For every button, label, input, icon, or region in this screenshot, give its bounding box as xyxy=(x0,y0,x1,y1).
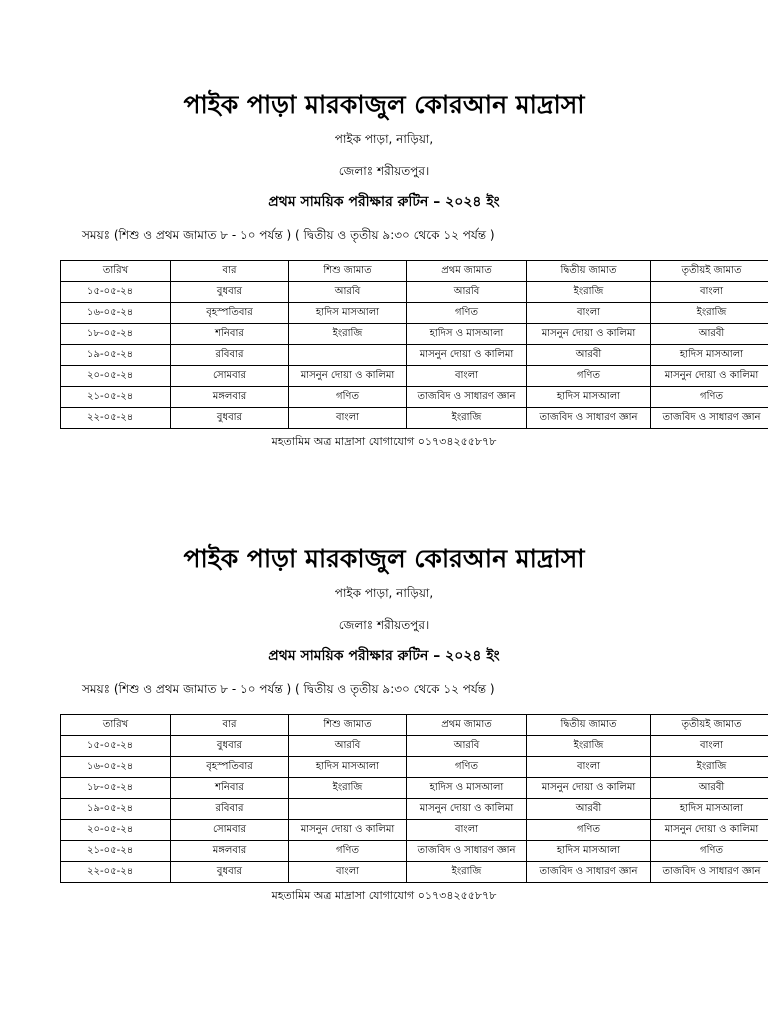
cell-subject: তাজবিদ ও সাধারণ জ্ঞান xyxy=(407,841,527,862)
cell-subject: হাদিস মাসআলা xyxy=(527,841,651,862)
cell-subject: গণিত xyxy=(289,841,407,862)
cell-subject: তাজবিদ ও সাধারণ জ্ঞান xyxy=(527,862,651,883)
cell-subject: ইংরাজি xyxy=(407,862,527,883)
table-row xyxy=(61,757,768,778)
cell-subject: মাসনুন দোয়া ও কালিমা xyxy=(289,820,407,841)
cell-day: বুধবার xyxy=(171,408,289,429)
cell-subject: তাজবিদ ও সাধারণ জ্ঞান xyxy=(527,408,651,429)
header-third: তৃতীয়ই জামাত xyxy=(651,261,768,282)
table-row xyxy=(61,345,768,366)
cell-date: ২২-০৫-২৪ xyxy=(61,408,171,429)
cell-subject: মাসনুন দোয়া ও কালিমা xyxy=(407,345,527,366)
cell-subject: বাংলা xyxy=(407,820,527,841)
table-row xyxy=(61,862,768,883)
cell-subject: তাজবিদ ও সাধারণ জ্ঞান xyxy=(651,862,768,883)
cell-day: বুধবার xyxy=(171,862,289,883)
table-row xyxy=(61,282,768,303)
routine-table xyxy=(60,714,768,883)
cell-subject: মাসনুন দোয়া ও কালিমা xyxy=(651,366,768,387)
cell-subject: হাদিস ও মাসআলা xyxy=(407,324,527,345)
table-header-row xyxy=(61,261,768,282)
cell-subject: আরবী xyxy=(527,799,651,820)
madrasa-title: পাইক পাড়া মারকাজুল কোরআন মাদ্রাসা xyxy=(183,90,585,119)
contact-footer: মহতামিম অত্র মাদ্রাসা যোগাযোগ ০১৭৩৪২৫৫৮৭৮ xyxy=(271,889,497,902)
exam-timing: সময়ঃ (শিশু ও প্রথম জামাত ৮ - ১০ পর্যন্ত ) ( দ্বিতীয় ও তৃতীয় ৯:৩০ থেকে ১২ পর্যন্ত ) xyxy=(82,682,495,696)
header-day: বার xyxy=(171,261,289,282)
cell-subject: গণিত xyxy=(407,757,527,778)
cell-date: ২০-০৫-২৪ xyxy=(61,820,171,841)
cell-subject: গণিত xyxy=(407,303,527,324)
cell-date: ২০-০৫-২৪ xyxy=(61,366,171,387)
cell-subject: বাংলা xyxy=(289,408,407,429)
cell-date: ১৫-০৫-২৪ xyxy=(61,736,171,757)
cell-day: শনিবার xyxy=(171,324,289,345)
table-row xyxy=(61,820,768,841)
table-row xyxy=(61,324,768,345)
table-row xyxy=(61,408,768,429)
cell-subject xyxy=(289,345,407,366)
cell-subject: মাসনুন দোয়া ও কালিমা xyxy=(407,799,527,820)
table-row xyxy=(61,799,768,820)
routine-table xyxy=(60,260,768,429)
cell-subject xyxy=(289,799,407,820)
cell-subject: হাদিস মাসআলা xyxy=(527,387,651,408)
cell-day: রবিবার xyxy=(171,345,289,366)
table-row xyxy=(61,778,768,799)
table-row xyxy=(61,366,768,387)
cell-subject: ইংরাজি xyxy=(407,408,527,429)
header-first: প্রথম জামাত xyxy=(407,261,527,282)
exam-timing: সময়ঃ (শিশু ও প্রথম জামাত ৮ - ১০ পর্যন্ত ) ( দ্বিতীয় ও তৃতীয় ৯:৩০ থেকে ১২ পর্যন্ত ) xyxy=(82,228,495,242)
exam-title: প্রথম সাময়িক পরীক্ষার রুটিন – ২০২৪ ইং xyxy=(268,194,500,210)
cell-date: ১৯-০৫-২৪ xyxy=(61,799,171,820)
cell-date: ১৫-০৫-২৪ xyxy=(61,282,171,303)
contact-footer: মহতামিম অত্র মাদ্রাসা যোগাযোগ ০১৭৩৪২৫৫৮৭৮ xyxy=(271,435,497,448)
address-line-1: পাইক পাড়া, নাড়িয়া, xyxy=(334,586,434,600)
header-date: তারিখ xyxy=(61,715,171,736)
header-shishu: শিশু জামাত xyxy=(289,715,407,736)
cell-subject: বাংলা xyxy=(527,757,651,778)
cell-subject: গণিত xyxy=(651,841,768,862)
cell-date: ২১-০৫-২৪ xyxy=(61,841,171,862)
cell-subject: ইংরাজি xyxy=(527,736,651,757)
cell-subject: তাজবিদ ও সাধারণ জ্ঞান xyxy=(651,408,768,429)
table-row xyxy=(61,387,768,408)
cell-subject: গণিত xyxy=(527,366,651,387)
cell-day: সোমবার xyxy=(171,366,289,387)
cell-subject: বাংলা xyxy=(651,282,768,303)
cell-day: মঙ্গলবার xyxy=(171,387,289,408)
cell-day: শনিবার xyxy=(171,778,289,799)
header-second: দ্বিতীয় জামাত xyxy=(527,261,651,282)
header-date: তারিখ xyxy=(61,261,171,282)
cell-date: ২১-০৫-২৪ xyxy=(61,387,171,408)
cell-date: ১৯-০৫-২৪ xyxy=(61,345,171,366)
exam-title: প্রথম সাময়িক পরীক্ষার রুটিন – ২০২৪ ইং xyxy=(268,648,500,664)
cell-date: ১৬-০৫-২৪ xyxy=(61,757,171,778)
cell-subject: হাদিস ও মাসআলা xyxy=(407,778,527,799)
cell-day: মঙ্গলবার xyxy=(171,841,289,862)
header-third: তৃতীয়ই জামাত xyxy=(651,715,768,736)
cell-date: ১৮-০৫-২৪ xyxy=(61,778,171,799)
table-row xyxy=(61,841,768,862)
cell-subject: হাদিস মাসআলা xyxy=(651,345,768,366)
cell-date: ২২-০৫-২৪ xyxy=(61,862,171,883)
table-header-row xyxy=(61,715,768,736)
cell-day: বুধবার xyxy=(171,736,289,757)
cell-subject: হাদিস মাসআলা xyxy=(651,799,768,820)
routine-block-1 xyxy=(0,88,768,488)
cell-subject: আরবী xyxy=(651,778,768,799)
cell-subject: মাসনুন দোয়া ও কালিমা xyxy=(527,778,651,799)
cell-subject: মাসনুন দোয়া ও কালিমা xyxy=(651,820,768,841)
address-line-2: জেলাঃ শরীয়তপুর। xyxy=(338,618,430,632)
header-first: প্রথম জামাত xyxy=(407,715,527,736)
cell-subject: বাংলা xyxy=(527,303,651,324)
cell-day: বৃহস্পতিবার xyxy=(171,757,289,778)
address-line-1: পাইক পাড়া, নাড়িয়া, xyxy=(334,132,434,146)
routine-block-2 xyxy=(0,542,768,942)
cell-day: রবিবার xyxy=(171,799,289,820)
cell-subject: গণিত xyxy=(651,387,768,408)
header-day: বার xyxy=(171,715,289,736)
madrasa-title: পাইক পাড়া মারকাজুল কোরআন মাদ্রাসা xyxy=(183,544,585,573)
cell-subject: আরবী xyxy=(527,345,651,366)
header-shishu: শিশু জামাত xyxy=(289,261,407,282)
cell-subject: হাদিস মাসআলা xyxy=(289,303,407,324)
cell-subject: আরবি xyxy=(289,282,407,303)
cell-day: বৃহস্পতিবার xyxy=(171,303,289,324)
cell-subject: ইংরাজি xyxy=(289,324,407,345)
cell-subject: বাংলা xyxy=(289,862,407,883)
table-row xyxy=(61,736,768,757)
cell-subject: আরবী xyxy=(651,324,768,345)
cell-subject: তাজবিদ ও সাধারণ জ্ঞান xyxy=(407,387,527,408)
cell-date: ১৬-০৫-২৪ xyxy=(61,303,171,324)
cell-subject: ইংরাজি xyxy=(651,303,768,324)
cell-subject: আরবি xyxy=(289,736,407,757)
cell-subject: ইংরাজি xyxy=(289,778,407,799)
cell-subject: ইংরাজি xyxy=(651,757,768,778)
cell-subject: গণিত xyxy=(527,820,651,841)
cell-subject: মাসনুন দোয়া ও কালিমা xyxy=(527,324,651,345)
cell-subject: হাদিস মাসআলা xyxy=(289,757,407,778)
cell-subject: বাংলা xyxy=(407,366,527,387)
cell-subject: বাংলা xyxy=(651,736,768,757)
cell-day: বুধবার xyxy=(171,282,289,303)
cell-subject: গণিত xyxy=(289,387,407,408)
header-second: দ্বিতীয় জামাত xyxy=(527,715,651,736)
cell-subject: আরবি xyxy=(407,736,527,757)
cell-subject: আরবি xyxy=(407,282,527,303)
address-line-2: জেলাঃ শরীয়তপুর। xyxy=(338,164,430,178)
cell-subject: ইংরাজি xyxy=(527,282,651,303)
table-row xyxy=(61,303,768,324)
cell-subject: মাসনুন দোয়া ও কালিমা xyxy=(289,366,407,387)
cell-day: সোমবার xyxy=(171,820,289,841)
cell-date: ১৮-০৫-২৪ xyxy=(61,324,171,345)
